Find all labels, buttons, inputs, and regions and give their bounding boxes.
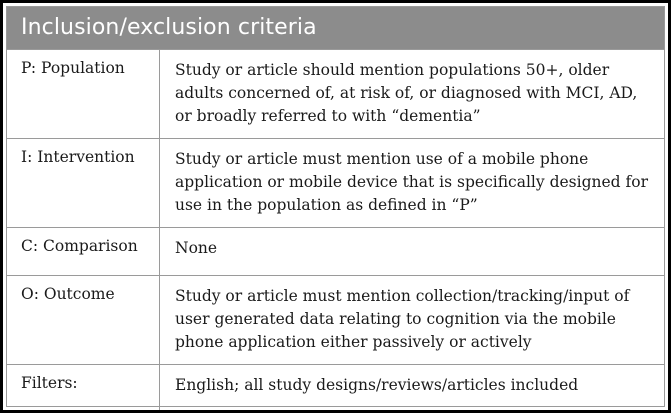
row-label: I: Intervention [7,139,160,228]
criteria-grid [7,49,664,410]
table-row-outcome [7,276,664,365]
table-title: Inclusion/exclusion criteria [7,7,664,49]
table-row-intervention [7,139,664,228]
row-label: C: Comparison [7,228,160,276]
row-description: Study or article must mention use of a mobile phone application or mobile device that is specifically designed for use in the population as defined in “P” [160,139,665,228]
row-label: O: Outcome [7,276,160,365]
row-label: Filters: [7,365,160,411]
row-description: Study or article should mention populations 50+, older adults concerned of, at risk of, or diagnosed with MCI, AD, or broadly referred to with “dementia” [160,50,665,139]
row-description: Study or article must mention collection/tracking/input of user generated data relating to cognition via the mobile phone application either passively or actively [160,276,665,365]
criteria-table [6,6,665,407]
row-description: None [160,228,665,276]
table-row-comparison [7,228,664,276]
row-description: English; all study designs/reviews/articles included [160,365,665,411]
row-label: P: Population [7,50,160,139]
table-row-filters [7,365,664,411]
table-row-population [7,50,664,139]
